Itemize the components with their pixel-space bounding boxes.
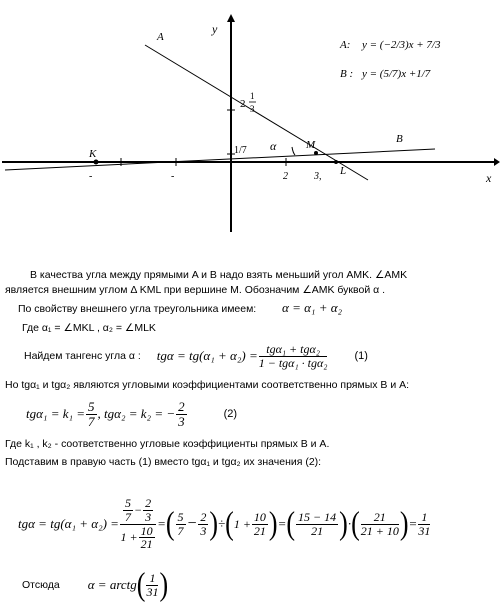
c3-n2: 21	[361, 511, 399, 525]
tangent-formula-row	[24, 342, 368, 370]
c1-dc: 21	[140, 537, 153, 552]
line-A	[145, 45, 368, 180]
y-axis-arrow	[227, 14, 235, 22]
result-num: 1	[418, 511, 430, 525]
c1-nb: 7	[124, 509, 131, 524]
slopes-row	[26, 398, 237, 430]
paragraph-8: Подставим в правую часть (1) вместо tgα₁ и tgα₂ их значения (2):	[5, 456, 322, 468]
slope-k2-den: 3	[178, 413, 185, 429]
final-row: Отсюда α = arctg ( $\frac{1}{31}$ )	[22, 566, 169, 603]
slope-k1-den: 7	[88, 413, 95, 429]
result-den: 31	[418, 523, 431, 538]
point-K	[94, 160, 99, 165]
c2-b: 7	[177, 523, 184, 538]
slope-k2: , tgα₂ = k₂ = −	[97, 406, 176, 421]
point-K-label: K	[89, 148, 97, 160]
c3-d2: 21 + 10	[360, 523, 399, 538]
label-2-num: 1	[250, 91, 255, 101]
line-B	[5, 149, 435, 170]
alpha-label: α	[270, 139, 277, 153]
c1-nd: 3	[145, 509, 152, 524]
slope-k1-num: 5	[88, 398, 95, 414]
slope-k1-frac	[86, 400, 97, 428]
final-eq: α = arctg	[87, 577, 137, 592]
c2-d: 3	[200, 523, 207, 538]
x-axis-label: x	[486, 171, 492, 185]
x-axis-arrow	[494, 158, 500, 166]
paragraph-2-eq: α = α₁ + α₂	[282, 300, 343, 315]
c2-c: 2	[200, 509, 207, 524]
c3-d: 21	[311, 523, 324, 538]
computation-row: tgα = tg(α₁ + α₂) = $\frac{5}{7}$ − $\frac{2}{3}$ 1 + $\frac{10}{21}$ = ( $\frac{5}{7}$ − $\frac{2}{3}$ ) ÷ ( 1 + $\frac{10}{21}$ ) = ( $\frac{15 - 14}{21}$ ) · ( $\frac{21}{21 + 10}$ ) = $\frac{1}{31}$	[18, 496, 431, 552]
tangent-fraction-den: 1 − tgα₁ · tgα₂	[258, 355, 328, 370]
y-axis-label: y	[212, 22, 218, 36]
line-A-label: A	[157, 31, 164, 43]
c1-da: 1 +	[120, 530, 138, 545]
eq-B: y = (5/7)x +1/7	[362, 68, 431, 80]
c1-db: 10	[140, 523, 153, 538]
slope-k2-num: 2	[178, 398, 185, 414]
tick-2-label: 2	[283, 171, 288, 182]
point-M-label: M	[306, 139, 316, 151]
paragraph-1b: является внешним углом Δ KML при вершине M. Обозначим ∠AMK буквой α .	[5, 284, 386, 296]
tick-minus1-label: -	[171, 171, 175, 182]
eq-B-name: B :	[340, 68, 354, 80]
line-B-label: B	[396, 133, 403, 145]
equation-tag-2: (2)	[223, 408, 238, 420]
paragraph-1a: В качества угла между прямыми A и B надо взять меньший угол AMK. ∠AMK	[30, 269, 408, 281]
paragraph-2: По свойству внешнего угла треугольника имеем:	[18, 303, 257, 315]
c1-na: 5	[124, 496, 131, 511]
equation-tag-1: (1)	[354, 350, 368, 362]
slope-k1: tgα₁ = k₁ =	[26, 406, 86, 421]
final-den: 31	[146, 584, 159, 599]
paragraph-3: Где α₁ = ∠MKL , α₂ = ∠MLK	[22, 322, 156, 334]
c3-n: 15 − 14	[298, 509, 337, 524]
paragraph-9: Отсюда	[22, 578, 60, 591]
label-2-den: 3	[250, 104, 255, 114]
tick-3-label: 3,	[314, 171, 322, 182]
c2-f: 10	[253, 509, 266, 524]
eq-A: y = (−2/3)x + 7/3	[362, 39, 441, 51]
label-2-whole: 2	[240, 98, 246, 110]
point-M	[314, 151, 318, 155]
c2-a: 5	[177, 509, 184, 524]
slope-k2-frac	[176, 400, 187, 428]
c1-nc: 2	[145, 496, 152, 511]
point-L	[334, 160, 338, 164]
coordinate-graph	[0, 0, 500, 235]
tick-minus2-label: -	[89, 171, 93, 182]
eq-A-name: A:	[340, 39, 351, 51]
c2-e: 1 +	[233, 516, 251, 531]
c2-g: 21	[253, 523, 266, 538]
angle-arc	[292, 147, 295, 155]
paragraph-5: Но tgα₁ и tgα₂ являются угловыми коэффициентами соответственно прямых B и A:	[5, 379, 410, 391]
final-num: 1	[146, 572, 158, 586]
tangent-fraction	[259, 343, 328, 369]
paragraph-7: Где k₁ , k₂ - соответственно угловые коэффициенты прямых B и A.	[5, 438, 330, 450]
c3-dot: ·	[347, 516, 352, 531]
point-L-label: L	[340, 165, 347, 177]
c2-div: ÷	[218, 516, 226, 531]
label-1-7: 1/7	[234, 145, 247, 156]
computation-left: tgα = tg(α₁ + α₂) =	[18, 516, 119, 531]
tangent-formula-left: tgα = tg(α₁ + α₂) =	[156, 348, 258, 363]
computation-fraction-1: $\frac{5}{7}$ − $\frac{2}{3}$ 1 + $\frac{10}{21}$	[120, 497, 156, 550]
paragraph-4: Найдем тангенс угла α :	[24, 349, 141, 362]
tangent-fraction-num: tgα₁ + tgα₂	[259, 343, 328, 357]
